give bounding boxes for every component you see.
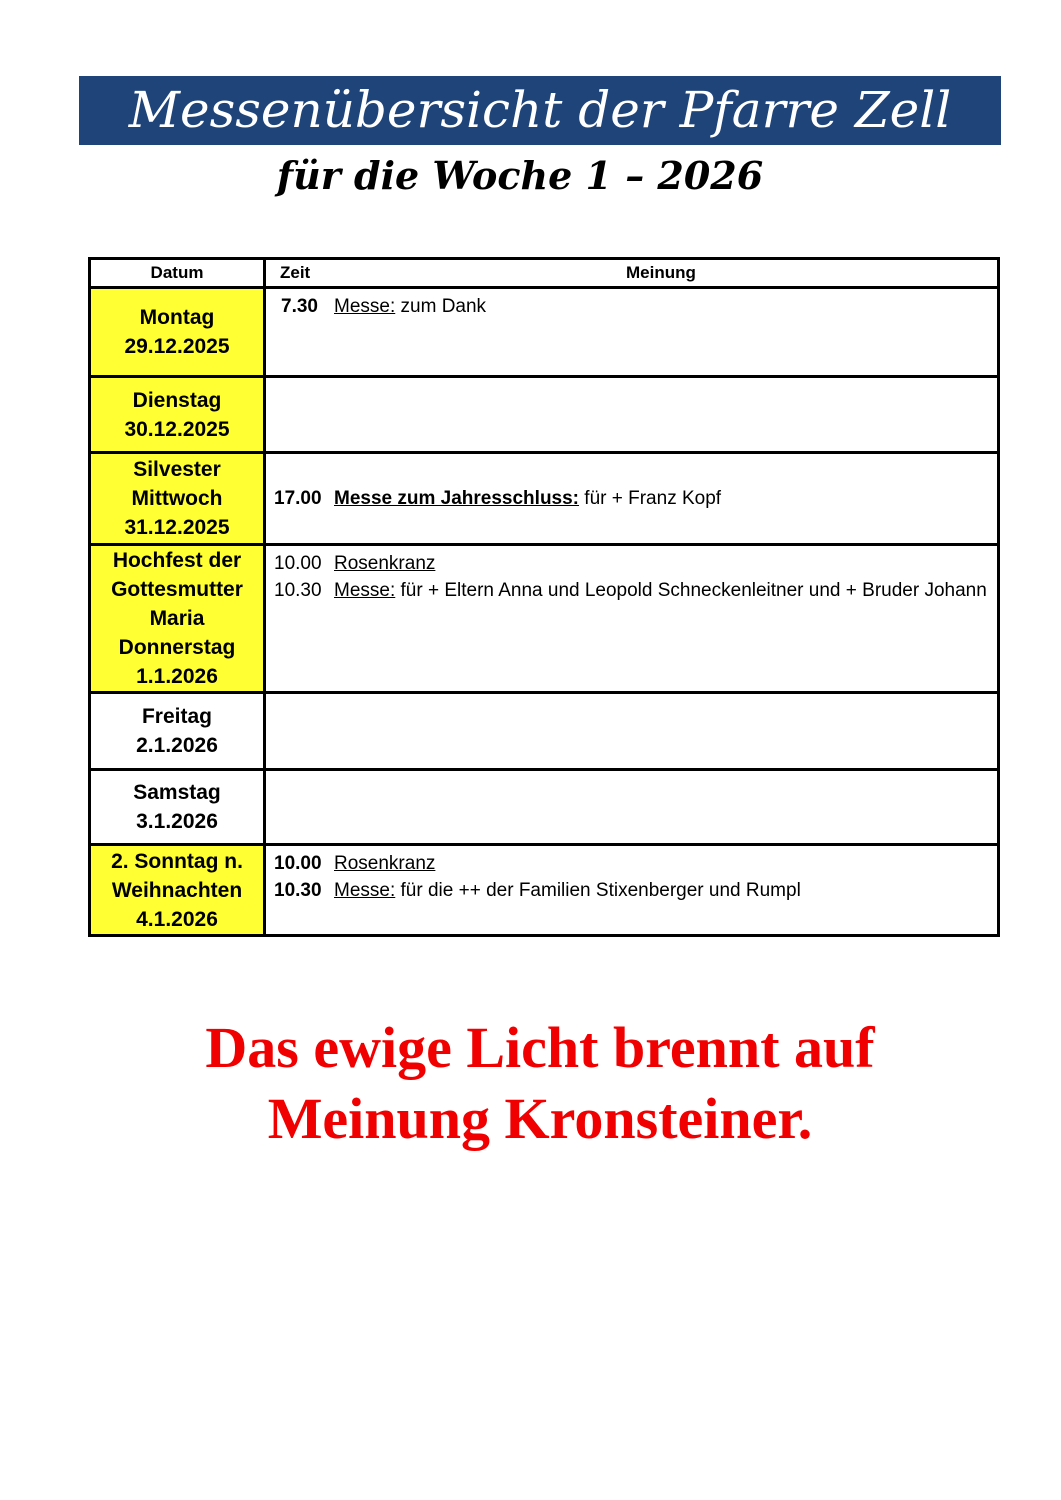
date-cell (90, 288, 265, 377)
day-label: Samstag (133, 781, 221, 804)
date-label: 31.12.2025 (124, 516, 230, 539)
holiday-label: Silvester (133, 458, 221, 481)
entry-kind: Messe: (334, 580, 396, 601)
day-label: Donnerstag (118, 636, 236, 659)
date-cell (90, 377, 265, 453)
date-cell (90, 845, 265, 936)
entries-cell (265, 453, 999, 545)
mass-entry (274, 877, 989, 904)
date-cell (90, 545, 265, 693)
entry-kind: Messe zum Jahresschluss: (334, 488, 580, 509)
entry-kind: Messe: (334, 296, 396, 317)
entry-kind: Rosenkranz (334, 853, 436, 874)
entries-cell (265, 545, 999, 693)
entry-time: 17.00 (274, 488, 322, 509)
day-label: Montag (139, 306, 215, 329)
date-label: 3.1.2026 (136, 810, 218, 833)
table-row (90, 770, 999, 845)
table-row (90, 377, 999, 453)
entries-cell (265, 288, 999, 377)
table-header-row (90, 259, 999, 288)
holiday-label: 2. Sonntag n. (111, 849, 243, 873)
entry-intention: zum Dank (395, 296, 487, 317)
date-label: 30.12.2025 (124, 417, 230, 441)
day-label: Mittwoch (131, 487, 223, 510)
column-header-datum: Datum (90, 259, 265, 288)
mass-entry (274, 550, 989, 577)
notice-line: Das ewige Licht brennt auf (205, 1015, 875, 1080)
holiday-label: Hochfest der (112, 549, 242, 572)
notice-line: Meinung Kronsteiner. (267, 1086, 813, 1151)
entries-cell (265, 377, 999, 453)
mass-entry (274, 577, 989, 604)
entry-intention: für + Eltern Anna und Leopold Schneckenleitner und + Bruder Johann (395, 580, 987, 601)
mass-schedule-table (88, 257, 1000, 937)
date-cell (90, 770, 265, 845)
column-header-meinung: Meinung (626, 263, 696, 282)
week-subtitle: für die Woche 1 – 2026 (276, 153, 764, 198)
holiday-label: Gottesmutter (111, 578, 243, 601)
day-label: Freitag (141, 705, 212, 728)
entry-time: 10.00 (274, 853, 322, 874)
date-label: 4.1.2026 (136, 907, 218, 931)
table-row (90, 845, 999, 936)
entry-intention: für die ++ der Familien Stixenberger und Rumpl (395, 880, 801, 901)
table-row (90, 545, 999, 693)
holiday-label: Weihnachten (111, 878, 243, 902)
entry-kind: Messe: (334, 880, 396, 901)
table-row (90, 288, 999, 377)
mass-entry (274, 850, 989, 877)
date-cell (90, 693, 265, 770)
entry-time: 10.00 (274, 553, 322, 574)
column-header-zeit-meinung (265, 259, 999, 288)
entry-intention: für + Franz Kopf (579, 488, 722, 509)
date-label: 29.12.2025 (124, 335, 230, 358)
entries-cell (265, 693, 999, 770)
eternal-light-notice (60, 1012, 1020, 1154)
mass-entry (274, 293, 989, 320)
date-label: 1.1.2026 (136, 665, 218, 688)
entry-kind: Rosenkranz (334, 553, 436, 574)
table-row (90, 693, 999, 770)
entries-cell (265, 845, 999, 936)
day-label: Dienstag (132, 388, 222, 412)
column-header-zeit: Zeit (280, 263, 311, 282)
entry-time: 7.30 (281, 296, 318, 317)
date-label: 2.1.2026 (136, 734, 218, 757)
entry-time: 10.30 (274, 580, 322, 601)
entries-cell (265, 770, 999, 845)
mass-entry (274, 485, 989, 512)
table-row (90, 453, 999, 545)
date-cell (90, 453, 265, 545)
page-title-banner: Messenübersicht der Pfarre Zell (79, 76, 1001, 145)
holiday-label: Maria (149, 607, 205, 630)
entry-time: 10.30 (274, 880, 322, 901)
